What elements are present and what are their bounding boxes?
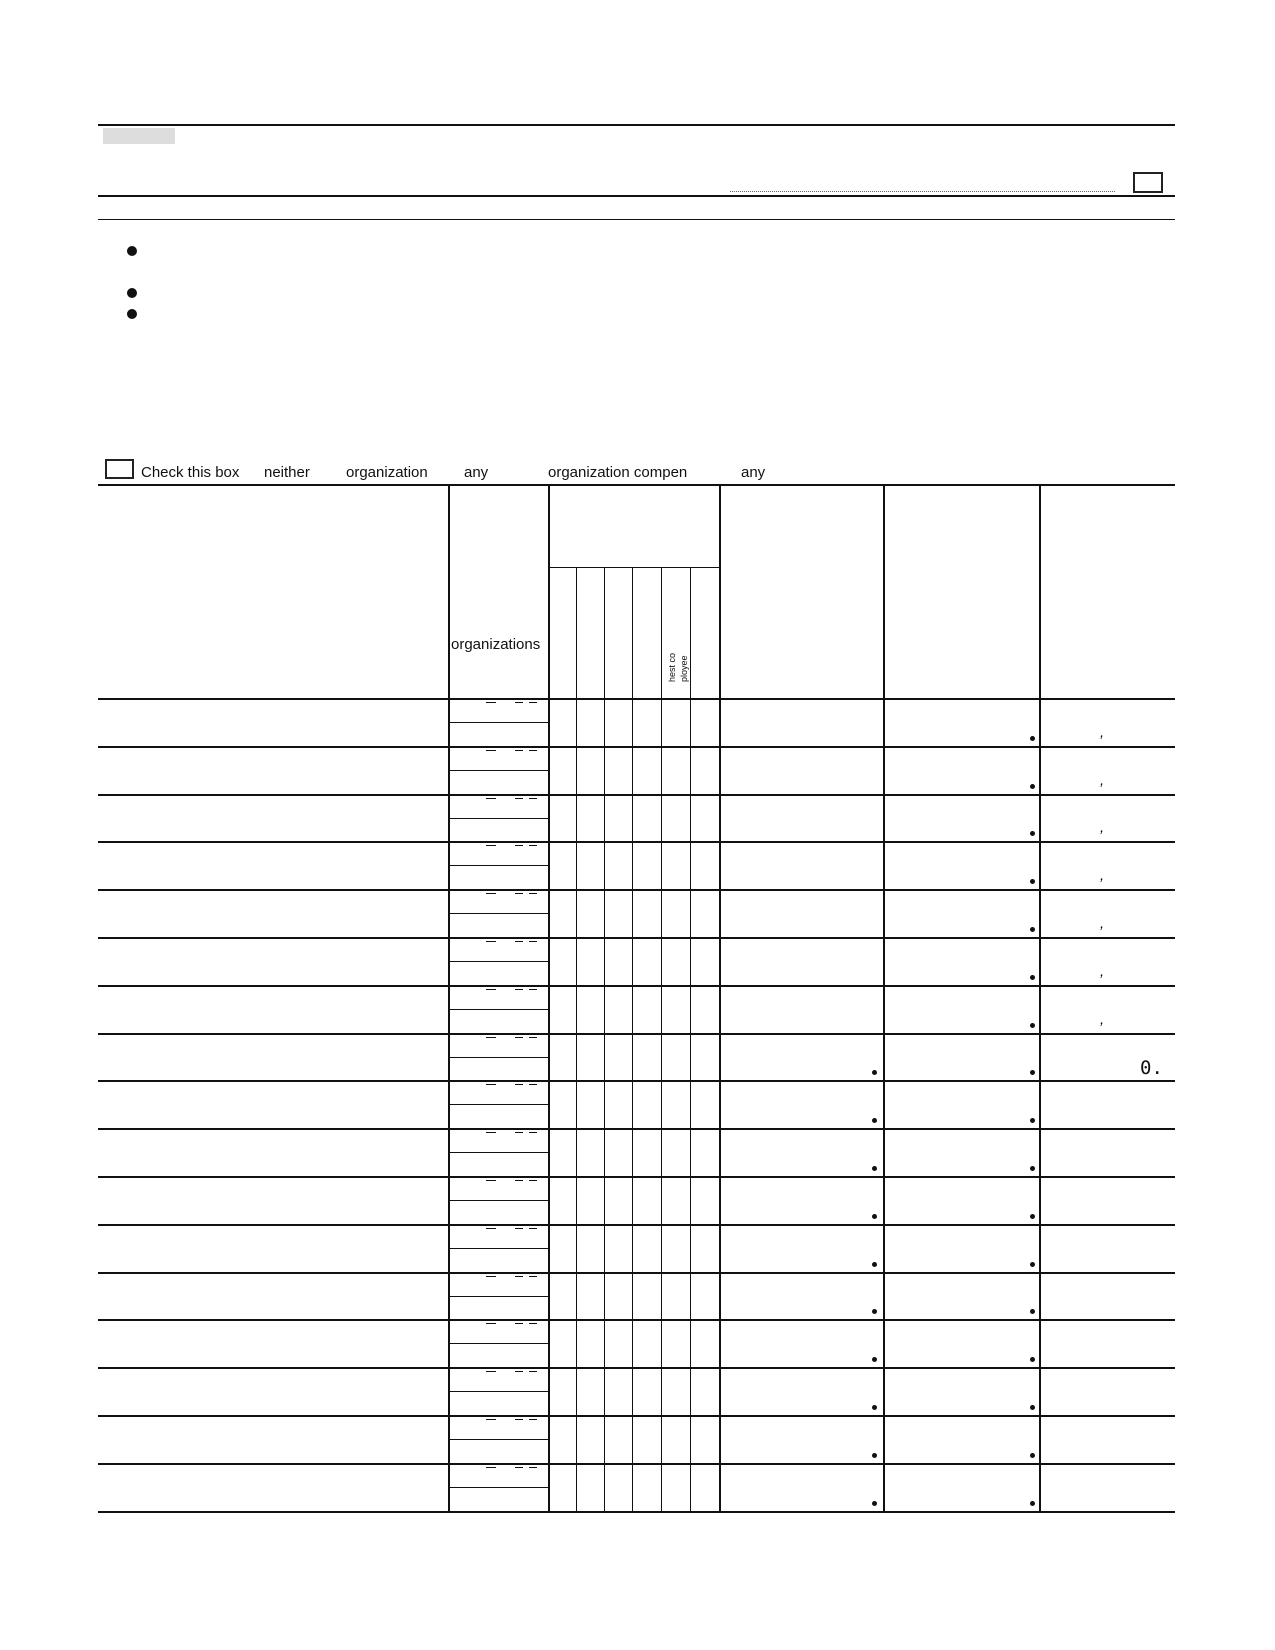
col-b-dash-c-14 bbox=[529, 1323, 537, 1324]
table-row-rule-13 bbox=[98, 1319, 1175, 1321]
col-b-dash-b-1 bbox=[515, 702, 523, 703]
table-col-line-1 bbox=[548, 484, 550, 1512]
col-c-rotated-label-2: ployee bbox=[679, 655, 689, 682]
col-e-decimal-dot-14 bbox=[1030, 1357, 1035, 1362]
header-top-rule bbox=[98, 124, 1175, 126]
col-e-decimal-dot-4 bbox=[1030, 879, 1035, 884]
col-c-rotated-label-1: hest co bbox=[667, 652, 677, 682]
table-col-line-4 bbox=[1039, 484, 1041, 1512]
header-dotted-leader bbox=[730, 191, 1115, 192]
col-b-split-16 bbox=[448, 1439, 548, 1440]
col-b-dash-a-8 bbox=[486, 1037, 496, 1038]
col-e-decimal-dot-15 bbox=[1030, 1405, 1035, 1410]
col-f-comma-1: , bbox=[1100, 724, 1105, 741]
header-bottom-rule bbox=[98, 195, 1175, 197]
part-label-box bbox=[103, 128, 175, 144]
col-b-dash-b-11 bbox=[515, 1180, 523, 1181]
col-b-dash-c-5 bbox=[529, 893, 537, 894]
col-b-split-6 bbox=[448, 961, 548, 962]
col-b-dash-b-9 bbox=[515, 1084, 523, 1085]
position-subcol-line-2 bbox=[632, 567, 633, 1512]
part-check-box[interactable] bbox=[1133, 172, 1163, 193]
col-b-dash-b-4 bbox=[515, 845, 523, 846]
col-b-dash-b-5 bbox=[515, 893, 523, 894]
table-row-rule-16 bbox=[98, 1463, 1175, 1465]
position-group-rule bbox=[548, 567, 720, 568]
col-b-dash-a-6 bbox=[486, 941, 496, 942]
word-any: any bbox=[464, 464, 489, 481]
col-b-dash-a-9 bbox=[486, 1084, 496, 1085]
table-row-rule-9 bbox=[98, 1128, 1175, 1130]
col-f-comma-5: , bbox=[1100, 915, 1105, 932]
row-8-col-f-value: 0. bbox=[1140, 1057, 1163, 1079]
table-top-rule bbox=[98, 484, 1175, 486]
col-e-decimal-dot-2 bbox=[1030, 784, 1035, 789]
col-e-decimal-dot-16 bbox=[1030, 1453, 1035, 1458]
col-b-dash-a-14 bbox=[486, 1323, 496, 1324]
col-b-dash-c-9 bbox=[529, 1084, 537, 1085]
col-b-dash-b-14 bbox=[515, 1323, 523, 1324]
col-d-decimal-dot-11 bbox=[872, 1214, 877, 1219]
col-d-decimal-dot-14 bbox=[872, 1357, 877, 1362]
col-b-dash-b-3 bbox=[515, 798, 523, 799]
position-subcol-line-4 bbox=[690, 567, 691, 1512]
col-b-dash-a-11 bbox=[486, 1180, 496, 1181]
word-organization-compen: organization compen bbox=[548, 464, 688, 481]
col-b-dash-a-17 bbox=[486, 1467, 496, 1468]
col-b-split-1 bbox=[448, 722, 548, 723]
col-d-decimal-dot-10 bbox=[872, 1166, 877, 1171]
col-b-dash-c-4 bbox=[529, 845, 537, 846]
col-e-decimal-dot-13 bbox=[1030, 1309, 1035, 1314]
col-d-decimal-dot-12 bbox=[872, 1262, 877, 1267]
col-b-split-4 bbox=[448, 865, 548, 866]
col-e-decimal-dot-1 bbox=[1030, 736, 1035, 741]
col-b-dash-a-15 bbox=[486, 1371, 496, 1372]
col-b-split-15 bbox=[448, 1391, 548, 1392]
position-subcol-line-3 bbox=[661, 567, 662, 1512]
col-b-dash-a-13 bbox=[486, 1276, 496, 1277]
col-b-split-14 bbox=[448, 1343, 548, 1344]
bullet-2 bbox=[127, 288, 137, 298]
col-b-dash-b-7 bbox=[515, 989, 523, 990]
col-e-decimal-dot-12 bbox=[1030, 1262, 1035, 1267]
col-b-split-13 bbox=[448, 1296, 548, 1297]
table-row-rule-10 bbox=[98, 1176, 1175, 1178]
col-e-decimal-dot-8 bbox=[1030, 1070, 1035, 1075]
col-b-split-3 bbox=[448, 818, 548, 819]
col-b-dash-a-3 bbox=[486, 798, 496, 799]
col-b-split-8 bbox=[448, 1057, 548, 1058]
bullet-3 bbox=[127, 309, 137, 319]
position-subcol-line-0 bbox=[576, 567, 577, 1512]
table-row-rule-2 bbox=[98, 794, 1175, 796]
col-e-decimal-dot-3 bbox=[1030, 831, 1035, 836]
col-b-dash-c-11 bbox=[529, 1180, 537, 1181]
table-col-line-0 bbox=[448, 484, 450, 1512]
table-row-rule-3 bbox=[98, 841, 1175, 843]
table-row-rule-12 bbox=[98, 1272, 1175, 1274]
col-e-decimal-dot-10 bbox=[1030, 1166, 1035, 1171]
col-b-dash-a-10 bbox=[486, 1132, 496, 1133]
col-b-split-2 bbox=[448, 770, 548, 771]
col-b-split-12 bbox=[448, 1248, 548, 1249]
col-b-dash-a-1 bbox=[486, 702, 496, 703]
col-b-dash-b-6 bbox=[515, 941, 523, 942]
col-d-decimal-dot-8 bbox=[872, 1070, 877, 1075]
word-organization: organization bbox=[346, 464, 428, 481]
col-f-comma-6: , bbox=[1100, 963, 1105, 980]
table-row-rule-17 bbox=[98, 1511, 1175, 1513]
col-d-decimal-dot-13 bbox=[872, 1309, 877, 1314]
col-b-dash-b-10 bbox=[515, 1132, 523, 1133]
col-b-split-7 bbox=[448, 1009, 548, 1010]
col-e-decimal-dot-17 bbox=[1030, 1501, 1035, 1506]
col-e-decimal-dot-6 bbox=[1030, 975, 1035, 980]
col-b-dash-c-13 bbox=[529, 1276, 537, 1277]
col-b-dash-c-6 bbox=[529, 941, 537, 942]
col-b-split-9 bbox=[448, 1104, 548, 1105]
table-row-rule-5 bbox=[98, 937, 1175, 939]
col-d-decimal-dot-9 bbox=[872, 1118, 877, 1123]
col-f-comma-3: , bbox=[1100, 819, 1105, 836]
table-col-line-3 bbox=[883, 484, 885, 1512]
col-f-comma-2: , bbox=[1100, 772, 1105, 789]
col-b-dash-c-2 bbox=[529, 750, 537, 751]
table-row-rule-7 bbox=[98, 1033, 1175, 1035]
bullet-1 bbox=[127, 246, 137, 256]
col-b-dash-a-7 bbox=[486, 989, 496, 990]
col-b-header: organizations bbox=[451, 636, 541, 653]
col-b-dash-c-1 bbox=[529, 702, 537, 703]
col-b-dash-b-16 bbox=[515, 1419, 523, 1420]
table-row-rule-8 bbox=[98, 1080, 1175, 1082]
col-b-dash-c-15 bbox=[529, 1371, 537, 1372]
col-b-split-5 bbox=[448, 913, 548, 914]
table-row-rule-1 bbox=[98, 746, 1175, 748]
table-header-bottom-rule bbox=[98, 698, 1175, 700]
col-b-dash-c-17 bbox=[529, 1467, 537, 1468]
col-b-dash-a-16 bbox=[486, 1419, 496, 1420]
col-b-dash-b-2 bbox=[515, 750, 523, 751]
table-row-rule-15 bbox=[98, 1415, 1175, 1417]
word-any-2: any bbox=[741, 464, 766, 481]
col-b-dash-c-7 bbox=[529, 989, 537, 990]
col-b-split-10 bbox=[448, 1152, 548, 1153]
table-row-rule-6 bbox=[98, 985, 1175, 987]
col-b-dash-b-8 bbox=[515, 1037, 523, 1038]
table-col-line-2 bbox=[719, 484, 721, 1512]
col-b-dash-a-12 bbox=[486, 1228, 496, 1229]
col-b-dash-c-10 bbox=[529, 1132, 537, 1133]
col-b-dash-c-8 bbox=[529, 1037, 537, 1038]
col-b-dash-b-17 bbox=[515, 1467, 523, 1468]
col-d-decimal-dot-17 bbox=[872, 1501, 877, 1506]
col-b-split-11 bbox=[448, 1200, 548, 1201]
word-neither: neither bbox=[264, 464, 310, 481]
col-b-dash-b-15 bbox=[515, 1371, 523, 1372]
col-d-decimal-dot-15 bbox=[872, 1405, 877, 1410]
col-b-dash-c-3 bbox=[529, 798, 537, 799]
table-row-rule-14 bbox=[98, 1367, 1175, 1369]
col-f-comma-4: , bbox=[1100, 867, 1105, 884]
col-b-split-17 bbox=[448, 1487, 548, 1488]
col-e-decimal-dot-7 bbox=[1030, 1023, 1035, 1028]
col-b-dash-a-5 bbox=[486, 893, 496, 894]
col-e-decimal-dot-11 bbox=[1030, 1214, 1035, 1219]
col-b-dash-c-12 bbox=[529, 1228, 537, 1229]
col-e-decimal-dot-9 bbox=[1030, 1118, 1035, 1123]
neither-compensated-check-box[interactable] bbox=[105, 459, 134, 479]
col-b-dash-a-4 bbox=[486, 845, 496, 846]
col-d-decimal-dot-16 bbox=[872, 1453, 877, 1458]
col-b-dash-a-2 bbox=[486, 750, 496, 751]
position-subcol-line-1 bbox=[604, 567, 605, 1512]
table-row-rule-4 bbox=[98, 889, 1175, 891]
col-b-dash-b-13 bbox=[515, 1276, 523, 1277]
col-b-dash-b-12 bbox=[515, 1228, 523, 1229]
section-a-rule bbox=[98, 219, 1175, 220]
check-box-label: Check this box bbox=[141, 464, 240, 481]
col-f-comma-7: , bbox=[1100, 1011, 1105, 1028]
col-e-decimal-dot-5 bbox=[1030, 927, 1035, 932]
col-b-dash-c-16 bbox=[529, 1419, 537, 1420]
table-row-rule-11 bbox=[98, 1224, 1175, 1226]
